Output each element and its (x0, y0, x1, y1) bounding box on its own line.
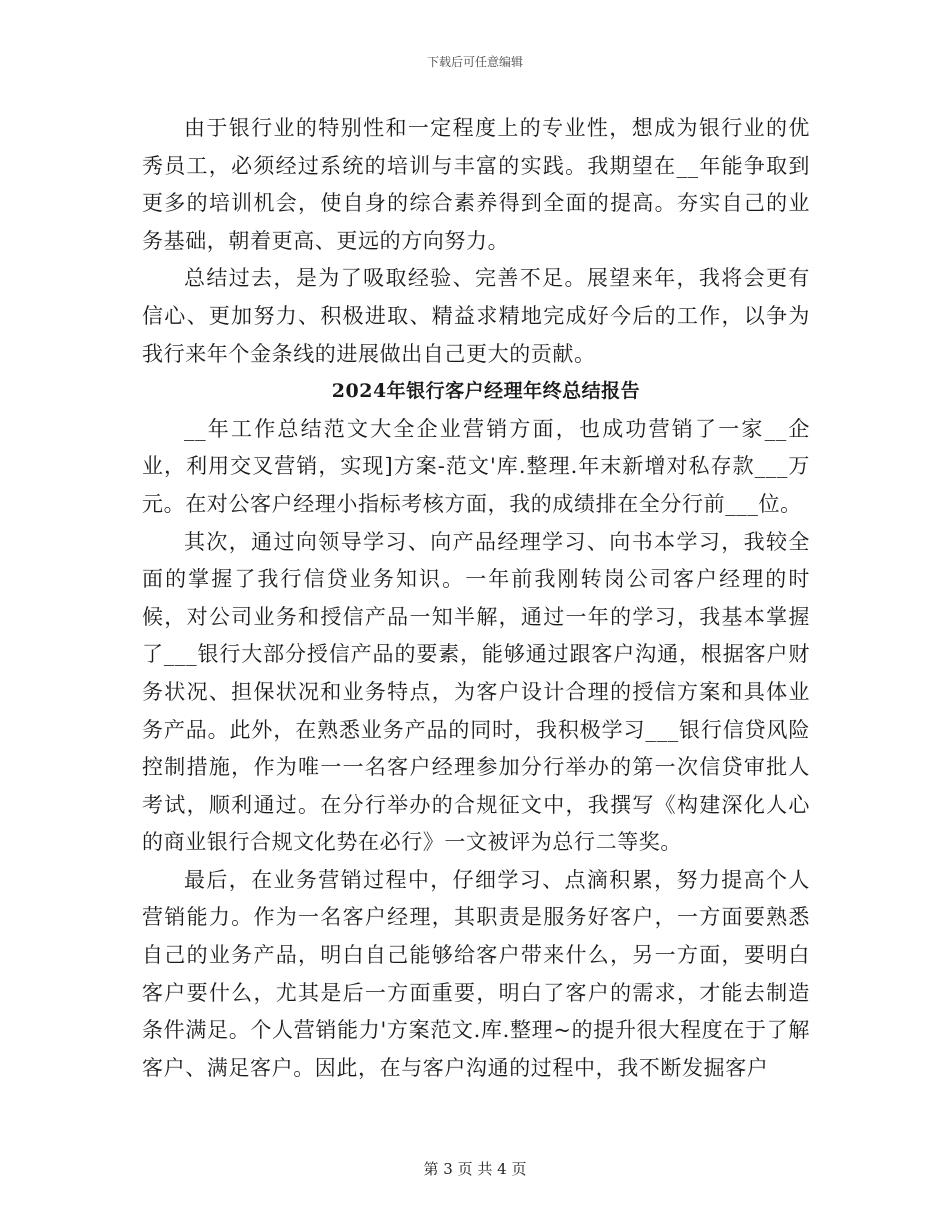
document-body (142, 110, 810, 1087)
paragraph-training: 由于银行业的特别性和一定程度上的专业性，想成为银行业的优秀员工，必须经过系统的培训与丰富的实践。我期望在__年能争取到更多的培训机会，使自身的综合素养得到全面的提高。夯实自己的业务基础，朝着更高、更远的方向努力。 (142, 116, 810, 253)
page-footer: 第 3 页 共 4 页 (423, 1160, 527, 1178)
paragraph-learning: 其次，通过向领导学习、向产品经理学习、向书本学习，我较全面的掌握了我行信贷业务知识。一年前我刚转岗公司客户经理的时候，对公司业务和授信产品一知半解，通过一年的学习，我基本掌握了___银行大部分授信产品的要素，能够通过跟客户沟通，根据客户财务状况、担保状况和业务特点，为客户设计合理的授信方案和具体业务产品。此外，在熟悉业务产品的同时，我积极学习___银行信贷风险控制措施，作为唯一一名客户经理参加分行举办的第一次信贷审批人考试，顺利通过。在分行举办的合规征文中，我撰写《构建深化人心的商业银行合规文化势在必行》一文被评为总行二等奖。 (142, 529, 810, 855)
paragraph-marketing: __年工作总结范文大全企业营销方面，也成功营销了一家__企业，利用交叉营销，实现]方案-范文'库.整理.年末新增对私存款___万元。在对公客户经理小指标考核方面，我的成绩排在全分行前___位。 (142, 416, 810, 516)
document-heading: 2024年银行客户经理年终总结报告 (331, 380, 641, 403)
paragraph-summary: 总结过去，是为了吸取经验、完善不足。展望来年，我将会更有信心、更加努力、积极进取、精益求精地完成好今后的工作，以争为我行来年个金条线的进展做出自己更大的贡献。 (142, 266, 810, 366)
paragraph-sales-skills: 最后，在业务营销过程中，仔细学习、点滴积累，努力提高个人营销能力。作为一名客户经理，其职责是服务好客户，一方面要熟悉自己的业务产品，明白自己能够给客户带来什么，另一方面，要明白客户要什么，尤其是后一方面重要，明白了客户的需求，才能去制造条件满足。个人营销能力'方案范文.库.整理~的提升很大程度在于了解客户、满足客户。因此，在与客户沟通的过程中，我不断发掘客户 (142, 867, 810, 1080)
page-header: 下载后可任意编辑 (426, 55, 523, 69)
